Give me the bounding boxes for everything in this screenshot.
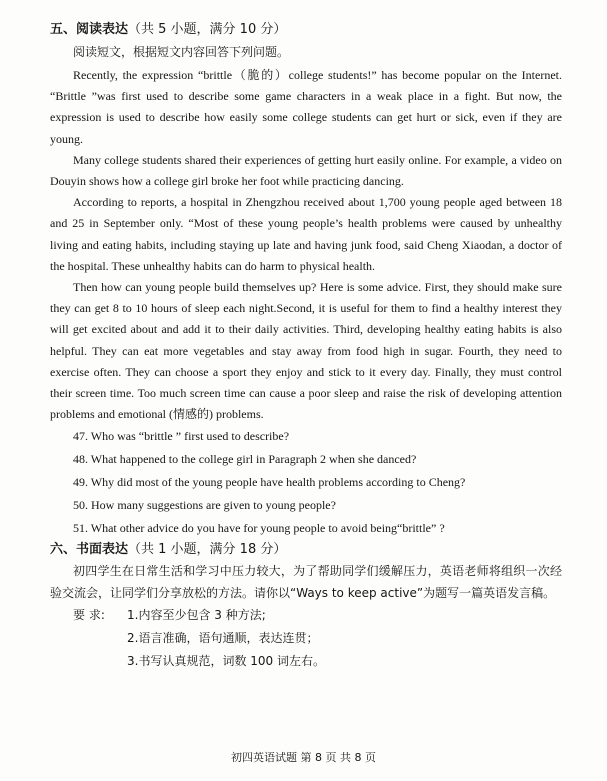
reading-heading-note: （共 5 小题，满分 10 分）: [128, 22, 287, 37]
question-item: 49. Why did most of the young people have health problems according to Cheng?: [73, 475, 466, 490]
writing-heading-note: （共 1 小题，满分 18 分）: [128, 542, 287, 558]
question-list: [50, 425, 562, 540]
writing-section-heading: [50, 540, 562, 560]
reading-passage: [50, 65, 562, 425]
reading-instruction: 阅读短文，根据短文内容回答下列问题。: [73, 45, 290, 59]
writing-requirements: [50, 604, 562, 673]
requirement-item: 2.语言准确，语句通顺，表达连贯；: [127, 631, 319, 646]
passage-paragraph: Then how can young people build themselves up? Here is some advice. First, they should make sure they can get 8 to 10 hours of sleep each night.Second, it is useful for them to find a healthy interest they will get excited about and add it to their daily activities. Third, developing healthy eating habits is also helpful. They can eat more vegetables and stay away from food high in sugar. Fourth, they need to exercise often. They can choose a sport they enjoy and stick to it every day. Finally, they must control their screen time. Too much screen time can cause a poor sleep and raise the risk of developing attention problems and emotional (情感的) problems.: [50, 280, 562, 422]
passage-paragraph: According to reports, a hospital in Zhengzhou received about 1,700 young people aged between 18 and 25 in September only. “Most of these young people’s health problems were caused by unhealthy living and eating habits, including staying up late and having junk food, said Cheng Xiaodan, a doctor of the hospital. These unhealthy habits can do harm to physical health.: [50, 195, 562, 273]
requirements-label: 要 求:: [73, 608, 105, 623]
reading-section-heading: [50, 20, 562, 40]
writing-prompt: 初四学生在日常生活和学习中压力较大，为了帮助同学们缓解压力，英语老师将组织一次经验交流会，让同学们分享放松的方法。请你以“Ways to keep active”为题写一篇英语发言稿。: [50, 564, 562, 601]
question-item: 51. What other advice do you have for young people to avoid being“brittle” ?: [73, 521, 445, 536]
passage-paragraph: Recently, the expression “brittle（脆的）college students!” has become popular on the Internet. “Brittle ”was first used to describe some game characters in a weak place in a fight. But now, the expression is used to describe how easily some college students can get hurt or sick, even if they are young.: [50, 68, 562, 146]
writing-heading-title: 六、书面表达: [50, 542, 129, 558]
requirement-item: 3.书写认真规范，词数 100 词左右。: [127, 654, 325, 669]
question-item: 47. Who was “brittle ” first used to describe?: [73, 429, 290, 444]
question-item: 48. What happened to the college girl in Paragraph 2 when she danced?: [73, 452, 417, 467]
reading-heading-title: 五、阅读表达: [50, 22, 129, 37]
passage-paragraph: Many college students shared their experiences of getting hurt easily online. For example, a video on Douyin shows how a college girl broke her foot while practicing dancing.: [50, 152, 562, 189]
page-footer: 初四英语试题 第 8 页 共 8 页: [231, 751, 376, 764]
requirements-list: [127, 604, 562, 673]
requirement-item: 1.内容至少包含 3 种方法;: [127, 608, 266, 623]
question-item: 50. How many suggestions are given to young people?: [73, 498, 336, 513]
page-content: [50, 20, 562, 673]
